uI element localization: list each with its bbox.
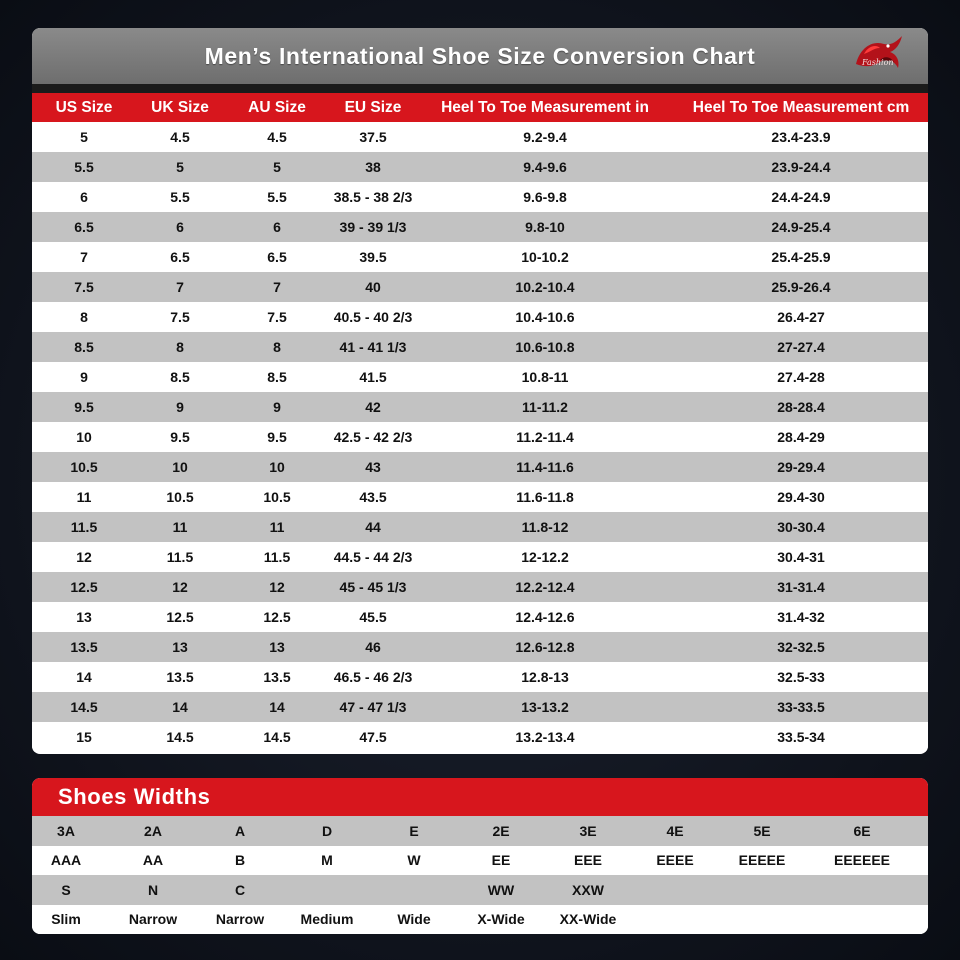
table-cell: 6.5: [224, 242, 330, 272]
table-cell: 6: [136, 212, 224, 242]
widths-cell: [728, 875, 796, 905]
table-cell: 11: [224, 512, 330, 542]
table-cell: 11: [136, 512, 224, 542]
table-cell: 10: [136, 452, 224, 482]
table-row: [32, 572, 928, 602]
table-cell: 31-31.4: [674, 572, 928, 602]
widths-cell: Narrow: [206, 905, 274, 935]
table-cell: 28.4-29: [674, 422, 928, 452]
table-cell: 46: [330, 632, 416, 662]
table-cell: 10: [32, 422, 136, 452]
table-cell: 14.5: [32, 692, 136, 722]
table-cell: 8: [224, 332, 330, 362]
table-header-row: [32, 93, 928, 122]
table-cell: 32-32.5: [674, 632, 928, 662]
table-cell: 23.9-24.4: [674, 152, 928, 182]
widths-cell: EEEE: [622, 846, 728, 876]
table-cell: 25.4-25.9: [674, 242, 928, 272]
size-conversion-table: [32, 93, 928, 752]
size-chart-panel: [32, 28, 928, 754]
table-row: [32, 602, 928, 632]
table-cell: 47 - 47 1/3: [330, 692, 416, 722]
table-cell: 30-30.4: [674, 512, 928, 542]
table-cell: 11: [32, 482, 136, 512]
table-row: [32, 542, 928, 572]
table-cell: 12.5: [224, 602, 330, 632]
table-cell: 13: [224, 632, 330, 662]
widths-cell: Slim: [32, 905, 100, 935]
widths-cell: C: [206, 875, 274, 905]
table-cell: 8.5: [224, 362, 330, 392]
widths-cell: M: [274, 846, 380, 876]
table-row: [32, 242, 928, 272]
widths-cell: E: [380, 816, 448, 846]
table-cell: 27-27.4: [674, 332, 928, 362]
table-cell: 9.2-9.4: [416, 122, 674, 152]
column-header: US Size: [32, 93, 136, 122]
table-cell: 13-13.2: [416, 692, 674, 722]
widths-cell: [796, 905, 928, 935]
page-title: Men’s International Shoe Size Conversion Chart: [204, 42, 756, 69]
table-row: [32, 212, 928, 242]
widths-cell: 5E: [728, 816, 796, 846]
table-cell: 5: [136, 152, 224, 182]
widths-cell: B: [206, 846, 274, 876]
table-cell: 12.2-12.4: [416, 572, 674, 602]
table-cell: 11.8-12: [416, 512, 674, 542]
table-cell: 47.5: [330, 722, 416, 752]
table-cell: 11-11.2: [416, 392, 674, 422]
table-cell: 6.5: [32, 212, 136, 242]
table-cell: 15: [32, 722, 136, 752]
table-cell: 30.4-31: [674, 542, 928, 572]
dragon-logo-icon: [850, 34, 906, 78]
table-cell: 6: [32, 182, 136, 212]
table-cell: 10.6-10.8: [416, 332, 674, 362]
widths-cell: [274, 875, 380, 905]
table-cell: 6.5: [136, 242, 224, 272]
widths-table: [32, 816, 928, 934]
table-row: [32, 722, 928, 752]
table-cell: 10.8-11: [416, 362, 674, 392]
table-cell: 7.5: [136, 302, 224, 332]
table-cell: 26.4-27: [674, 302, 928, 332]
table-cell: 9.6-9.8: [416, 182, 674, 212]
table-cell: 24.9-25.4: [674, 212, 928, 242]
table-cell: 45.5: [330, 602, 416, 632]
widths-cell: EEE: [554, 846, 622, 876]
table-cell: 12.4-12.6: [416, 602, 674, 632]
table-cell: 40.5 - 40 2/3: [330, 302, 416, 332]
table-cell: 5: [32, 122, 136, 152]
widths-cell: WW: [448, 875, 554, 905]
table-cell: 41.5: [330, 362, 416, 392]
title-bar: [32, 28, 928, 93]
table-cell: 29.4-30: [674, 482, 928, 512]
widths-cell: XXW: [554, 875, 622, 905]
column-header: UK Size: [136, 93, 224, 122]
table-cell: 31.4-32: [674, 602, 928, 632]
table-cell: 13: [32, 602, 136, 632]
widths-cell: N: [100, 875, 206, 905]
table-cell: 11.5: [136, 542, 224, 572]
table-cell: 33.5-34: [674, 722, 928, 752]
table-cell: 12.8-13: [416, 662, 674, 692]
table-cell: 41 - 41 1/3: [330, 332, 416, 362]
table-cell: 9: [136, 392, 224, 422]
table-cell: 9.8-10: [416, 212, 674, 242]
table-cell: 5.5: [224, 182, 330, 212]
table-cell: 39.5: [330, 242, 416, 272]
table-row: [32, 662, 928, 692]
column-header: Heel To Toe Measurement cm: [674, 93, 928, 122]
widths-cell: 2E: [448, 816, 554, 846]
table-row: [32, 452, 928, 482]
widths-cell: 4E: [622, 816, 728, 846]
widths-cell: 3E: [554, 816, 622, 846]
widths-cell: AA: [100, 846, 206, 876]
table-cell: 43.5: [330, 482, 416, 512]
table-row: [32, 332, 928, 362]
widths-title: Shoes Widths: [58, 784, 211, 809]
table-cell: 12: [224, 572, 330, 602]
table-cell: 8.5: [136, 362, 224, 392]
table-cell: 39 - 39 1/3: [330, 212, 416, 242]
table-cell: 14: [32, 662, 136, 692]
table-cell: 7: [224, 272, 330, 302]
table-row: [32, 152, 928, 182]
table-cell: 12.6-12.8: [416, 632, 674, 662]
widths-cell: EE: [448, 846, 554, 876]
table-row: [32, 272, 928, 302]
table-cell: 44: [330, 512, 416, 542]
table-cell: 5.5: [136, 182, 224, 212]
table-cell: 32.5-33: [674, 662, 928, 692]
widths-cell: A: [206, 816, 274, 846]
table-cell: 4.5: [136, 122, 224, 152]
table-cell: 14: [136, 692, 224, 722]
widths-header: [32, 778, 928, 816]
table-row: [32, 512, 928, 542]
table-row: [32, 362, 928, 392]
table-row: [32, 392, 928, 422]
widths-cell: EEEEEE: [796, 846, 928, 876]
table-cell: 12-12.2: [416, 542, 674, 572]
table-cell: 12.5: [136, 602, 224, 632]
table-cell: 5: [224, 152, 330, 182]
table-cell: 7: [136, 272, 224, 302]
widths-cell: D: [274, 816, 380, 846]
table-cell: 43: [330, 452, 416, 482]
table-cell: 5.5: [32, 152, 136, 182]
table-cell: 12: [32, 542, 136, 572]
table-cell: 9: [32, 362, 136, 392]
table-row: [32, 302, 928, 332]
brand-logo: [850, 34, 906, 78]
table-cell: 40: [330, 272, 416, 302]
table-cell: 9: [224, 392, 330, 422]
table-cell: 27.4-28: [674, 362, 928, 392]
widths-cell: AAA: [32, 846, 100, 876]
widths-cell: Narrow: [100, 905, 206, 935]
widths-cell: EEEEE: [728, 846, 796, 876]
table-cell: 42.5 - 42 2/3: [330, 422, 416, 452]
table-row: [32, 182, 928, 212]
table-cell: 10.5: [224, 482, 330, 512]
widths-cell: XX-Wide: [554, 905, 622, 935]
widths-cell: Wide: [380, 905, 448, 935]
table-cell: 7: [32, 242, 136, 272]
widths-cell: [796, 875, 928, 905]
table-cell: 10.2-10.4: [416, 272, 674, 302]
table-cell: 7.5: [32, 272, 136, 302]
table-cell: 23.4-23.9: [674, 122, 928, 152]
table-cell: 12.5: [32, 572, 136, 602]
column-header: EU Size: [330, 93, 416, 122]
table-cell: 33-33.5: [674, 692, 928, 722]
table-cell: 11.6-11.8: [416, 482, 674, 512]
widths-cell: [622, 875, 728, 905]
table-cell: 9.4-9.6: [416, 152, 674, 182]
table-cell: 14.5: [224, 722, 330, 752]
table-cell: 25.9-26.4: [674, 272, 928, 302]
table-cell: 14.5: [136, 722, 224, 752]
table-cell: 11.2-11.4: [416, 422, 674, 452]
table-cell: 28-28.4: [674, 392, 928, 422]
table-cell: 9.5: [136, 422, 224, 452]
table-cell: 8: [136, 332, 224, 362]
table-cell: 13.2-13.4: [416, 722, 674, 752]
table-cell: 38: [330, 152, 416, 182]
table-cell: 8.5: [32, 332, 136, 362]
table-cell: 11.4-11.6: [416, 452, 674, 482]
table-cell: 29-29.4: [674, 452, 928, 482]
table-cell: 24.4-24.9: [674, 182, 928, 212]
table-cell: 13: [136, 632, 224, 662]
table-row: [32, 422, 928, 452]
table-cell: 13.5: [136, 662, 224, 692]
widths-cell: X-Wide: [448, 905, 554, 935]
table-cell: 13.5: [32, 632, 136, 662]
table-cell: 13.5: [224, 662, 330, 692]
table-cell: 4.5: [224, 122, 330, 152]
table-cell: 37.5: [330, 122, 416, 152]
table-row: [32, 692, 928, 722]
widths-row: [32, 816, 928, 846]
widths-cell: [728, 905, 796, 935]
table-row: [32, 482, 928, 512]
table-cell: 10: [224, 452, 330, 482]
widths-cell: S: [32, 875, 100, 905]
table-cell: 10.5: [136, 482, 224, 512]
widths-panel: [32, 778, 928, 934]
column-header: Heel To Toe Measurement in: [416, 93, 674, 122]
table-cell: 6: [224, 212, 330, 242]
table-row: [32, 122, 928, 152]
table-cell: 11.5: [32, 512, 136, 542]
table-cell: 8: [32, 302, 136, 332]
table-cell: 45 - 45 1/3: [330, 572, 416, 602]
widths-row: [32, 846, 928, 876]
table-row: [32, 632, 928, 662]
table-cell: 9.5: [32, 392, 136, 422]
table-cell: 7.5: [224, 302, 330, 332]
table-cell: 10.5: [32, 452, 136, 482]
table-cell: 46.5 - 46 2/3: [330, 662, 416, 692]
table-cell: 9.5: [224, 422, 330, 452]
widths-cell: W: [380, 846, 448, 876]
table-cell: 12: [136, 572, 224, 602]
widths-row: [32, 875, 928, 905]
widths-cell: Medium: [274, 905, 380, 935]
table-cell: 11.5: [224, 542, 330, 572]
table-cell: 44.5 - 44 2/3: [330, 542, 416, 572]
table-cell: 10.4-10.6: [416, 302, 674, 332]
widths-row: [32, 905, 928, 935]
logo-text: Fashion: [862, 58, 894, 67]
widths-cell: [380, 875, 448, 905]
table-cell: 10-10.2: [416, 242, 674, 272]
widths-cell: 3A: [32, 816, 100, 846]
widths-cell: 2A: [100, 816, 206, 846]
table-cell: 38.5 - 38 2/3: [330, 182, 416, 212]
widths-cell: [622, 905, 728, 935]
table-cell: 42: [330, 392, 416, 422]
widths-cell: 6E: [796, 816, 928, 846]
column-header: AU Size: [224, 93, 330, 122]
table-cell: 14: [224, 692, 330, 722]
